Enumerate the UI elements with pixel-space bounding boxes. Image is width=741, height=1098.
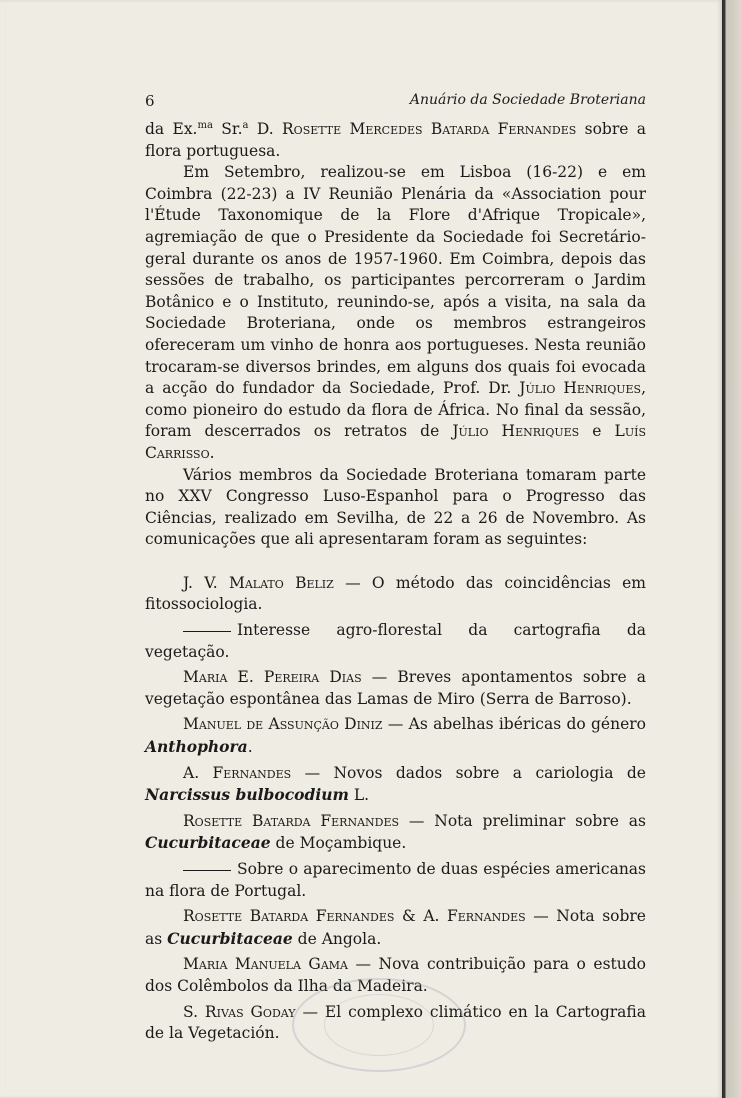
page-body (145, 119, 646, 1049)
communication-entry: Manuel de Assunção Diniz — As abelhas ibéricas do género Anthophora. (145, 715, 646, 757)
communication-entry: A. Fernandes — Novos dados sobre a cariologia de Narcissus bulbocodium L. (145, 763, 646, 805)
page-number: 6 (145, 92, 155, 110)
congress-paragraph: Vários membros da Sociedade Broteriana tomaram parte no XXV Congresso Luso-Espanhol para o Progresso das Ciências, realizado em Sevilha, de 22 a 26 de Novembro. As comunicações que ali apresentaram foram as seguintes: (145, 465, 646, 549)
library-stamp (292, 978, 466, 1072)
communication-entry: Maria Manuela Gama — Nova contribuição para o estudo dos Colêmbolos da Ilha da Madeira. (145, 955, 646, 995)
ditto-dash (183, 870, 231, 871)
communication-entry: Sobre o aparecimento de duas espécies americanas na flora de Portugal. (145, 860, 646, 900)
intro-paragraph: da Ex.$^{ma}$ Sr.$^a$ D. Rosette Mercedes Batarda Fernandes sobre a flora portuguesa. (145, 119, 647, 160)
page-header (145, 92, 646, 114)
communication-entry: Maria E. Pereira Dias — Breves apontamentos sobre a vegetação espontânea das Lamas de Miro (Serra de Barroso). (145, 668, 646, 708)
communication-entry: S. Rivas Goday — El complexo climático en la Cartografia de la Vegetación. (145, 1002, 647, 1043)
communication-entry: J. V. Malato Beliz — O método das coincidências em fitossociologia. (145, 573, 646, 614)
communication-entry: Rosette Batarda Fernandes & A. Fernandes — Nota sobre as Cucurbitaceae de Angola. (145, 907, 646, 948)
running-title: Anuário da Sociedade Broteriana (409, 92, 646, 108)
communication-entry: Interesse agro-florestal da cartografia da vegetação. (145, 621, 646, 661)
communication-entry: Rosette Batarda Fernandes — Nota preliminar sobre as Cucurbitaceae de Moçambique. (145, 811, 646, 853)
meeting-paragraph: Em Setembro, realizou-se em Lisboa (16-22) e em Coimbra (22-23) a IV Reunião Plenária da «Association pour l'Étude Taxonomique de la Flore d'Afrique Tropicale», agremiação de que o Presidente da Sociedade foi Secretário-geral durante os anos de 1957-1960. Em Coimbra, depois das sessões de trabalho, os participantes percorreram o Jardim Botânico e o Instituto, reunindo-se, após a visita, na sala da Sociedade Broteriana, onde os membros estrangeiros ofereceram um vinho de honra aos portugueses. Nesta reunião trocaram-se diversos brindes, em alguns dos quais foi evocada a acção do fundador da Sociedade, Prof. Dr. Júlio Henriques, como pioneiro do estudo da flora de África. No final da sessão, foram descerrados os retratos de Júlio Henriques e Luís Carrisso. (145, 163, 646, 462)
ditto-dash (183, 631, 231, 632)
page-edge (722, 0, 741, 1098)
